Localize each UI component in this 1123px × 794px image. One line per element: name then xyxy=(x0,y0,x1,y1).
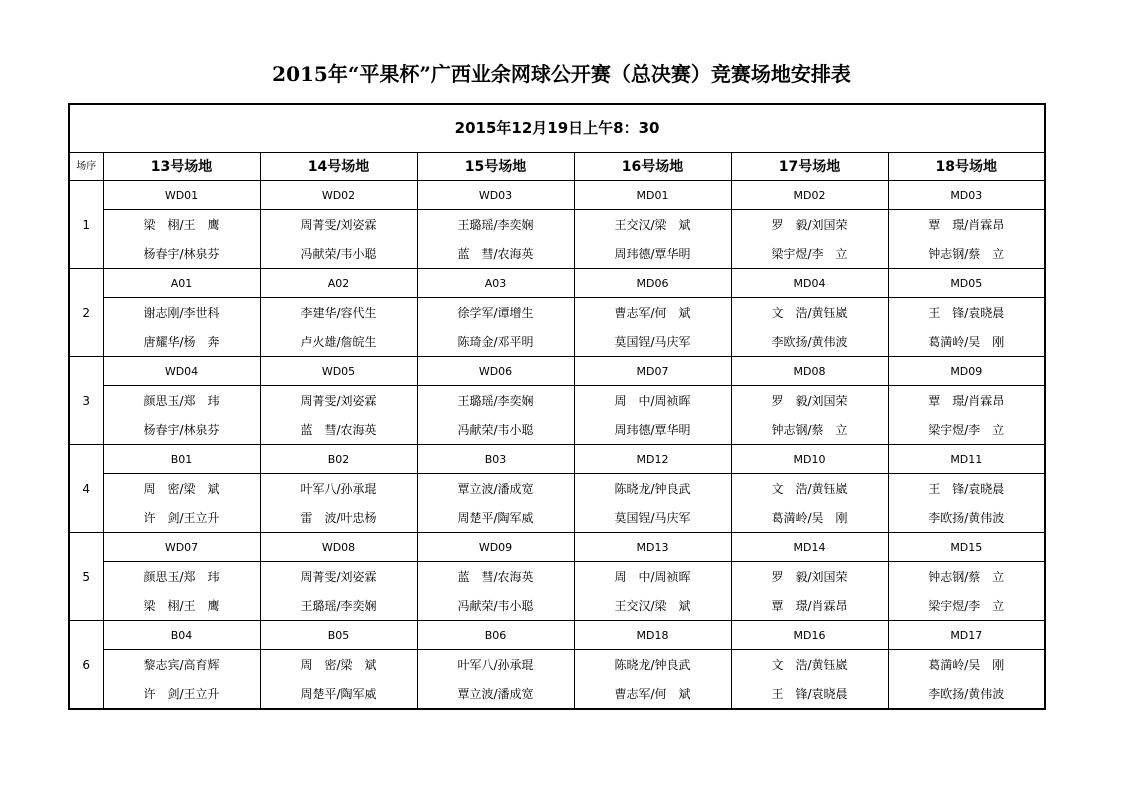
player-pair: 周玮德/覃华明 xyxy=(574,415,731,445)
player-pair: 王璐瑶/李奕娴 xyxy=(417,210,574,240)
player-pair: 罗 毅/刘国荣 xyxy=(731,386,888,416)
pair-row-second xyxy=(69,327,1045,357)
pair-row-first xyxy=(69,298,1045,328)
player-pair: 覃立波/潘成宽 xyxy=(417,474,574,504)
round-number: 6 xyxy=(69,621,103,710)
match-code: A03 xyxy=(417,269,574,298)
player-pair: 莫国锃/马庆军 xyxy=(574,503,731,533)
player-pair: 莫国锃/马庆军 xyxy=(574,327,731,357)
player-pair: 覃 璟/肖霖昂 xyxy=(731,591,888,621)
match-code: WD03 xyxy=(417,181,574,210)
match-code-row xyxy=(69,621,1045,650)
player-pair: 梁 栩/王 鹰 xyxy=(103,591,260,621)
match-code: MD15 xyxy=(888,533,1045,562)
player-pair: 蓝 彗/农海英 xyxy=(417,239,574,269)
player-pair: 梁宇煜/李 立 xyxy=(888,415,1045,445)
match-code: MD08 xyxy=(731,357,888,386)
court-header: 17号场地 xyxy=(731,153,888,181)
player-pair: 周 密/梁 斌 xyxy=(103,474,260,504)
schedule-table xyxy=(68,103,1046,710)
match-code: MD16 xyxy=(731,621,888,650)
match-code: MD13 xyxy=(574,533,731,562)
player-pair: 黎志宾/高育辉 xyxy=(103,650,260,680)
player-pair: 梁宇煜/李 立 xyxy=(888,591,1045,621)
player-pair: 覃 璟/肖霖昂 xyxy=(888,210,1045,240)
player-pair: 文 浩/黄钰崴 xyxy=(731,298,888,328)
player-pair: 钟志钢/蔡 立 xyxy=(731,415,888,445)
round-number: 3 xyxy=(69,357,103,445)
court-header: 18号场地 xyxy=(888,153,1045,181)
pair-row-first xyxy=(69,386,1045,416)
match-code: B06 xyxy=(417,621,574,650)
player-pair: 冯献荣/韦小聪 xyxy=(417,415,574,445)
player-pair: 颜思玉/郑 玮 xyxy=(103,386,260,416)
player-pair: 葛満岭/吴 刚 xyxy=(888,327,1045,357)
match-code-row xyxy=(69,445,1045,474)
match-code: A02 xyxy=(260,269,417,298)
match-code: B02 xyxy=(260,445,417,474)
player-pair: 周玮德/覃华明 xyxy=(574,239,731,269)
player-pair: 徐学军/谭增生 xyxy=(417,298,574,328)
match-code: MD07 xyxy=(574,357,731,386)
match-code: MD10 xyxy=(731,445,888,474)
pair-row-first xyxy=(69,474,1045,504)
page-title: 2015年“平果杯”广西业余网球公开赛（总决赛）竞赛场地安排表 xyxy=(272,62,851,86)
match-code: MD11 xyxy=(888,445,1045,474)
player-pair: 梁宇煜/李 立 xyxy=(731,239,888,269)
player-pair: 王 锋/袁晓晨 xyxy=(888,474,1045,504)
seq-label: 场序 xyxy=(69,153,103,181)
match-code: WD02 xyxy=(260,181,417,210)
player-pair: 王 锋/袁晓晨 xyxy=(731,679,888,709)
court-header: 14号场地 xyxy=(260,153,417,181)
player-pair: 周楚平/陶军威 xyxy=(417,503,574,533)
player-pair: 王璐瑶/李奕娴 xyxy=(260,591,417,621)
match-code: B05 xyxy=(260,621,417,650)
player-pair: 曹志军/何 斌 xyxy=(574,298,731,328)
match-code: MD09 xyxy=(888,357,1045,386)
match-code: WD07 xyxy=(103,533,260,562)
match-code: MD03 xyxy=(888,181,1045,210)
player-pair: 葛満岭/吴 刚 xyxy=(731,503,888,533)
court-header: 13号场地 xyxy=(103,153,260,181)
player-pair: 王交汉/梁 斌 xyxy=(574,210,731,240)
player-pair: 罗 毅/刘国荣 xyxy=(731,562,888,592)
player-pair: 唐耀华/杨 奔 xyxy=(103,327,260,357)
round-number: 5 xyxy=(69,533,103,621)
player-pair: 周楚平/陶军威 xyxy=(260,679,417,709)
player-pair: 周 中/周祯晖 xyxy=(574,562,731,592)
match-code: MD01 xyxy=(574,181,731,210)
player-pair: 杨春宇/林泉芬 xyxy=(103,239,260,269)
match-code: B01 xyxy=(103,445,260,474)
player-pair: 陈晓龙/钟良武 xyxy=(574,650,731,680)
player-pair: 叶军八/孙承琨 xyxy=(417,650,574,680)
player-pair: 葛満岭/吴 刚 xyxy=(888,650,1045,680)
pair-row-first xyxy=(69,562,1045,592)
match-code-row xyxy=(69,269,1045,298)
match-code: B04 xyxy=(103,621,260,650)
match-code: MD14 xyxy=(731,533,888,562)
pair-row-second xyxy=(69,679,1045,709)
player-pair: 陈琦金/邓平明 xyxy=(417,327,574,357)
player-pair: 李欧扬/黄伟波 xyxy=(888,679,1045,709)
match-code: B03 xyxy=(417,445,574,474)
player-pair: 陈晓龙/钟良武 xyxy=(574,474,731,504)
player-pair: 钟志钢/蔡 立 xyxy=(888,239,1045,269)
player-pair: 卢火雄/詹皖生 xyxy=(260,327,417,357)
player-pair: 文 浩/黄钰崴 xyxy=(731,650,888,680)
player-pair: 谢志刚/李世科 xyxy=(103,298,260,328)
player-pair: 许 剑/王立升 xyxy=(103,503,260,533)
court-header-row xyxy=(69,153,1045,181)
player-pair: 周菁雯/刘姿霖 xyxy=(260,562,417,592)
player-pair: 周菁雯/刘姿霖 xyxy=(260,386,417,416)
pair-row-second xyxy=(69,591,1045,621)
player-pair: 叶军八/孙承琨 xyxy=(260,474,417,504)
match-code: MD12 xyxy=(574,445,731,474)
player-pair: 李欧扬/黄伟波 xyxy=(888,503,1045,533)
pair-row-second xyxy=(69,503,1045,533)
match-code: MD06 xyxy=(574,269,731,298)
player-pair: 钟志钢/蔡 立 xyxy=(888,562,1045,592)
player-pair: 冯献荣/韦小聪 xyxy=(417,591,574,621)
player-pair: 覃立波/潘成宽 xyxy=(417,679,574,709)
player-pair: 梁 栩/王 鹰 xyxy=(103,210,260,240)
match-code: MD18 xyxy=(574,621,731,650)
pair-row-first xyxy=(69,210,1045,240)
player-pair: 罗 毅/刘国荣 xyxy=(731,210,888,240)
match-code-row xyxy=(69,357,1045,386)
match-code: WD08 xyxy=(260,533,417,562)
player-pair: 冯献荣/韦小聪 xyxy=(260,239,417,269)
match-code-row xyxy=(69,181,1045,210)
date-header: 2015年12月19日上午8：30 xyxy=(69,104,1045,153)
round-number: 1 xyxy=(69,181,103,269)
player-pair: 李欧扬/黄伟波 xyxy=(731,327,888,357)
player-pair: 覃 璟/肖霖昂 xyxy=(888,386,1045,416)
match-code: MD02 xyxy=(731,181,888,210)
player-pair: 周菁雯/刘姿霖 xyxy=(260,210,417,240)
match-code: WD09 xyxy=(417,533,574,562)
pair-row-second xyxy=(69,415,1045,445)
match-code-row xyxy=(69,533,1045,562)
player-pair: 周 中/周祯晖 xyxy=(574,386,731,416)
match-code: MD17 xyxy=(888,621,1045,650)
player-pair: 王 锋/袁晓晨 xyxy=(888,298,1045,328)
player-pair: 王璐瑶/李奕娴 xyxy=(417,386,574,416)
match-code: WD01 xyxy=(103,181,260,210)
player-pair: 蓝 彗/农海英 xyxy=(417,562,574,592)
match-code: MD05 xyxy=(888,269,1045,298)
player-pair: 曹志军/何 斌 xyxy=(574,679,731,709)
match-code: WD04 xyxy=(103,357,260,386)
player-pair: 蓝 彗/农海英 xyxy=(260,415,417,445)
round-number: 4 xyxy=(69,445,103,533)
match-code: A01 xyxy=(103,269,260,298)
player-pair: 雷 波/叶忠杨 xyxy=(260,503,417,533)
match-code: MD04 xyxy=(731,269,888,298)
pair-row-second xyxy=(69,239,1045,269)
date-row xyxy=(69,104,1045,153)
player-pair: 周 密/梁 斌 xyxy=(260,650,417,680)
player-pair: 颜思玉/郑 玮 xyxy=(103,562,260,592)
court-header: 16号场地 xyxy=(574,153,731,181)
court-header: 15号场地 xyxy=(417,153,574,181)
schedule-body xyxy=(69,104,1045,709)
player-pair: 文 浩/黄钰崴 xyxy=(731,474,888,504)
match-code: WD05 xyxy=(260,357,417,386)
player-pair: 许 剑/王立升 xyxy=(103,679,260,709)
match-code: WD06 xyxy=(417,357,574,386)
player-pair: 李建华/容代生 xyxy=(260,298,417,328)
player-pair: 杨春宇/林泉芬 xyxy=(103,415,260,445)
player-pair: 王交汉/梁 斌 xyxy=(574,591,731,621)
pair-row-first xyxy=(69,650,1045,680)
round-number: 2 xyxy=(69,269,103,357)
